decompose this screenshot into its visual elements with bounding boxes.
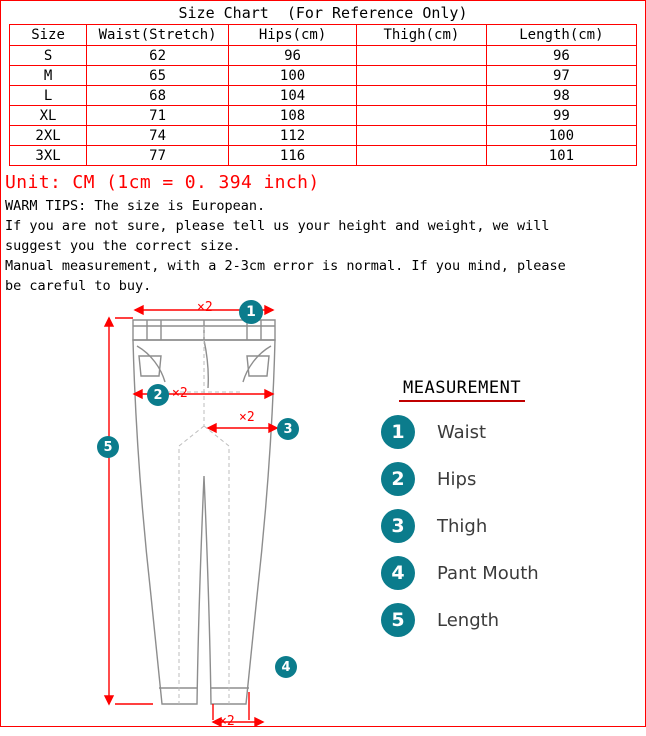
cell-hips: 112 [229,126,357,146]
size-chart-table [9,24,637,166]
cell-thigh [356,146,486,166]
table-row [10,66,637,86]
cell-length: 99 [486,106,636,126]
legend-badge-1: 1 [381,415,415,449]
note-line-4: Manual measurement, with a 2-3cm error is normal. If you mind, please [5,258,566,274]
legend-item-pant-mouth [381,556,631,590]
table-row [10,126,637,146]
legend-badge-2: 2 [381,462,415,496]
cell-length: 97 [486,66,636,86]
legend-badge-4: 4 [381,556,415,590]
cell-size: XL [10,106,87,126]
warm-tips-note: WARM TIPS: The size is European. [5,198,266,214]
cell-size: 2XL [10,126,87,146]
diagram-badge-4: 4 [275,656,297,678]
cell-hips: 100 [229,66,357,86]
legend-label-length: Length [437,609,500,631]
cell-size: M [10,66,87,86]
cell-waist: 62 [87,46,229,66]
cell-waist: 71 [87,106,229,126]
cell-waist: 65 [87,66,229,86]
legend-title: MEASUREMENT [399,378,525,402]
legend-item-waist [381,415,631,449]
cell-hips: 116 [229,146,357,166]
table-row [10,46,637,66]
cell-thigh [356,106,486,126]
cell-length: 96 [486,46,636,66]
cell-thigh [356,126,486,146]
diagram-badge-2: 2 [147,384,169,406]
diagram-x2-waist: ×2 [197,300,213,315]
diagram-x2-thigh: ×2 [239,410,255,425]
legend-item-length [381,603,631,637]
legend-label-hips: Hips [437,468,477,490]
column-header-size: Size [10,25,87,46]
note-line-2: If you are not sure, please tell us your height and weight, we will [5,218,550,234]
column-header-thigh: Thigh(cm) [356,25,486,46]
cell-size: 3XL [10,146,87,166]
note-line-3: suggest you the correct size. [5,238,241,254]
table-row [10,146,637,166]
column-header-hips: Hips(cm) [229,25,357,46]
cell-waist: 77 [87,146,229,166]
cell-thigh [356,66,486,86]
cell-thigh [356,86,486,106]
legend-badge-5: 5 [381,603,415,637]
legend-label-waist: Waist [437,421,487,443]
diagram-x2-pant-mouth: ×2 [219,714,235,729]
cell-length: 98 [486,86,636,106]
cell-waist: 74 [87,126,229,146]
unit-note: Unit: CM (1cm = 0. 394 inch) [5,172,320,193]
table-row [10,86,637,106]
page-title: Size Chart (For Reference Only) [178,4,468,22]
column-header-length: Length(cm) [486,25,636,46]
table-header-row [10,25,637,46]
cell-thigh [356,46,486,66]
diagram-badge-5: 5 [97,436,119,458]
cell-size: S [10,46,87,66]
legend-label-pant-mouth: Pant Mouth [437,562,539,584]
diagram-x2-hips: ×2 [172,386,188,401]
cell-hips: 104 [229,86,357,106]
column-header-waist: Waist(Stretch) [87,25,229,46]
legend-item-hips [381,462,631,496]
cell-size: L [10,86,87,106]
cell-hips: 108 [229,106,357,126]
diagram-badge-1: 1 [239,300,263,324]
legend-badge-3: 3 [381,509,415,543]
cell-length: 100 [486,126,636,146]
measurement-figure [1,296,646,736]
legend-label-thigh: Thigh [437,515,488,537]
cell-waist: 68 [87,86,229,106]
note-line-5: be careful to buy. [5,278,152,294]
cell-hips: 96 [229,46,357,66]
diagram-badge-3: 3 [277,418,299,440]
table-row [10,106,637,126]
measurement-legend [381,378,631,637]
cell-length: 101 [486,146,636,166]
legend-item-thigh [381,509,631,543]
